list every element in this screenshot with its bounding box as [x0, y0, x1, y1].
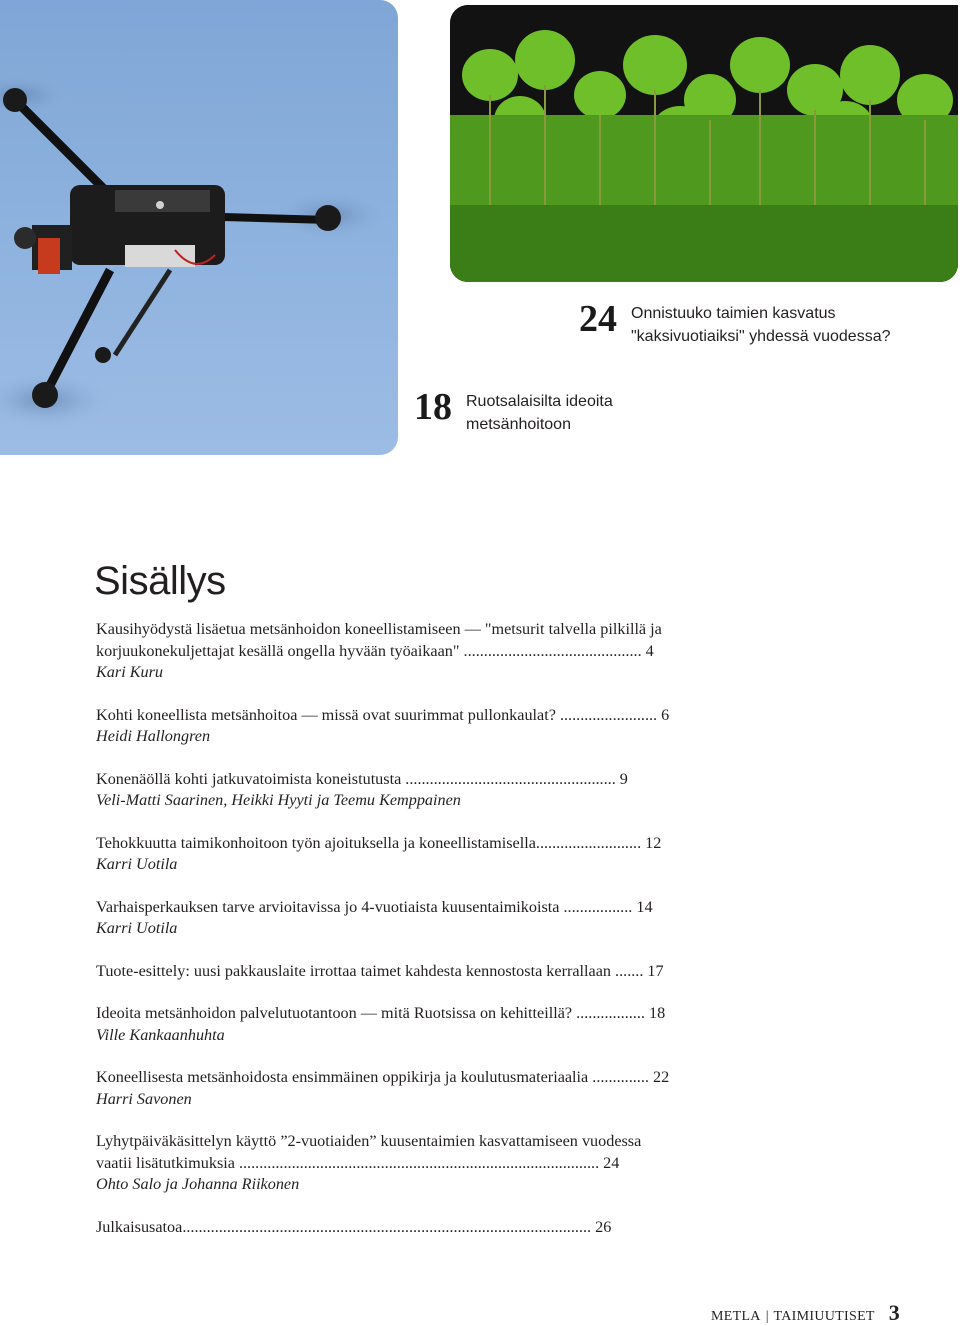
toc-entry-author: Kari Kuru: [96, 663, 164, 681]
toc-title: Sisällys: [94, 558, 226, 603]
seedlings-photo: [450, 5, 958, 282]
toc-entry[interactable]: [96, 1131, 742, 1196]
feature-callout: [414, 388, 613, 436]
toc-list: [96, 619, 742, 1259]
toc-entry-title: Kohti koneellista metsänhoitoa — missä ovat suurimmat pullonkaulat? ........................ 6: [96, 705, 670, 724]
toc-entry[interactable]: [96, 705, 742, 748]
toc-entry-title: Lyhytpäiväkäsittelyn käyttö ”2-vuotiaiden” kuusentaimien kasvattamiseen vuodessa: [96, 1132, 642, 1150]
feature-text-line: Onnistuuko taimien kasvatus: [631, 305, 836, 322]
feature-text-line: "kaksivuotiaiksi" yhdessä vuodessa?: [631, 328, 891, 345]
toc-entry-title: Kausihyödystä lisäetua metsänhoidon koneellistamiseen — "metsurit talvella pilkillä ja: [96, 620, 662, 638]
toc-entry[interactable]: [96, 961, 742, 983]
toc-entry[interactable]: [96, 1217, 742, 1239]
magazine-name: METLA: [711, 1309, 761, 1324]
toc-entry-title: Koneellisesta metsänhoidosta ensimmäinen oppikirja ja koulutusmateriaalia .............. 22: [96, 1068, 670, 1086]
toc-entry-title: Tuote-esittely: uusi pakkauslaite irrottaa taimet kahdesta kennostosta kerrallaan ....... 17: [96, 961, 664, 980]
toc-entry-author: Heidi Hallongren: [96, 727, 211, 745]
page-number: 3: [888, 1300, 900, 1325]
toc-entry-author: Ohto Salo ja Johanna Riikonen: [96, 1175, 300, 1193]
feature-page-number: 18: [414, 386, 452, 428]
toc-entry-title: korjuukonekuljettajat kesällä ongella hyvään työaikaan" ............................................ 4: [96, 641, 654, 660]
toc-entry-author: Ville Kankaanhuhta: [96, 1025, 225, 1044]
toc-entry[interactable]: [96, 619, 742, 684]
toc-entry-title: vaatii lisätutkimuksia ......................................................................................... 24: [96, 1153, 620, 1172]
footer-separator: |: [765, 1309, 769, 1324]
toc-entry[interactable]: [96, 769, 742, 812]
page-footer: [711, 1300, 900, 1326]
toc-entry-author: Harri Savonen: [96, 1089, 192, 1108]
feature-text: [631, 302, 891, 348]
drone-photo: [0, 0, 398, 455]
toc-entry[interactable]: [96, 897, 742, 940]
toc-entry-author: Veli-Matti Saarinen, Heikki Hyyti ja Teemu Kemppainen: [96, 791, 461, 809]
toc-entry-title: Varhaisperkauksen tarve arvioitavissa jo 4-vuotiaista kuusentaimikoista ................. 14: [96, 897, 653, 916]
toc-entry[interactable]: [96, 1003, 742, 1046]
toc-entry-title: Tehokkuutta taimikonhoitoon työn ajoituksella ja koneellistamisella.......................... 12: [96, 833, 662, 852]
section-name: TAIMIUUTISET: [773, 1309, 875, 1324]
feature-text: [466, 390, 613, 436]
toc-entry-author: Karri Uotila: [96, 919, 178, 937]
toc-entry-title: Julkaisusatoa..................................................................................................... 26: [96, 1217, 612, 1236]
feature-callout: [579, 300, 891, 348]
toc-entry-title: Konenäöllä kohti jatkuvatoimista koneistutusta .................................................... 9: [96, 769, 628, 788]
toc-entry[interactable]: [96, 833, 742, 876]
toc-entry-author: Karri Uotila: [96, 855, 178, 873]
feature-text-line: metsänhoitoon: [466, 416, 571, 433]
toc-entry[interactable]: [96, 1067, 742, 1110]
feature-text-line: Ruotsalaisilta ideoita: [466, 393, 613, 410]
toc-entry-title: Ideoita metsänhoidon palvelutuotantoon — mitä Ruotsissa on kehitteillä? ................. 18: [96, 1004, 666, 1022]
feature-page-number: 24: [579, 298, 617, 340]
